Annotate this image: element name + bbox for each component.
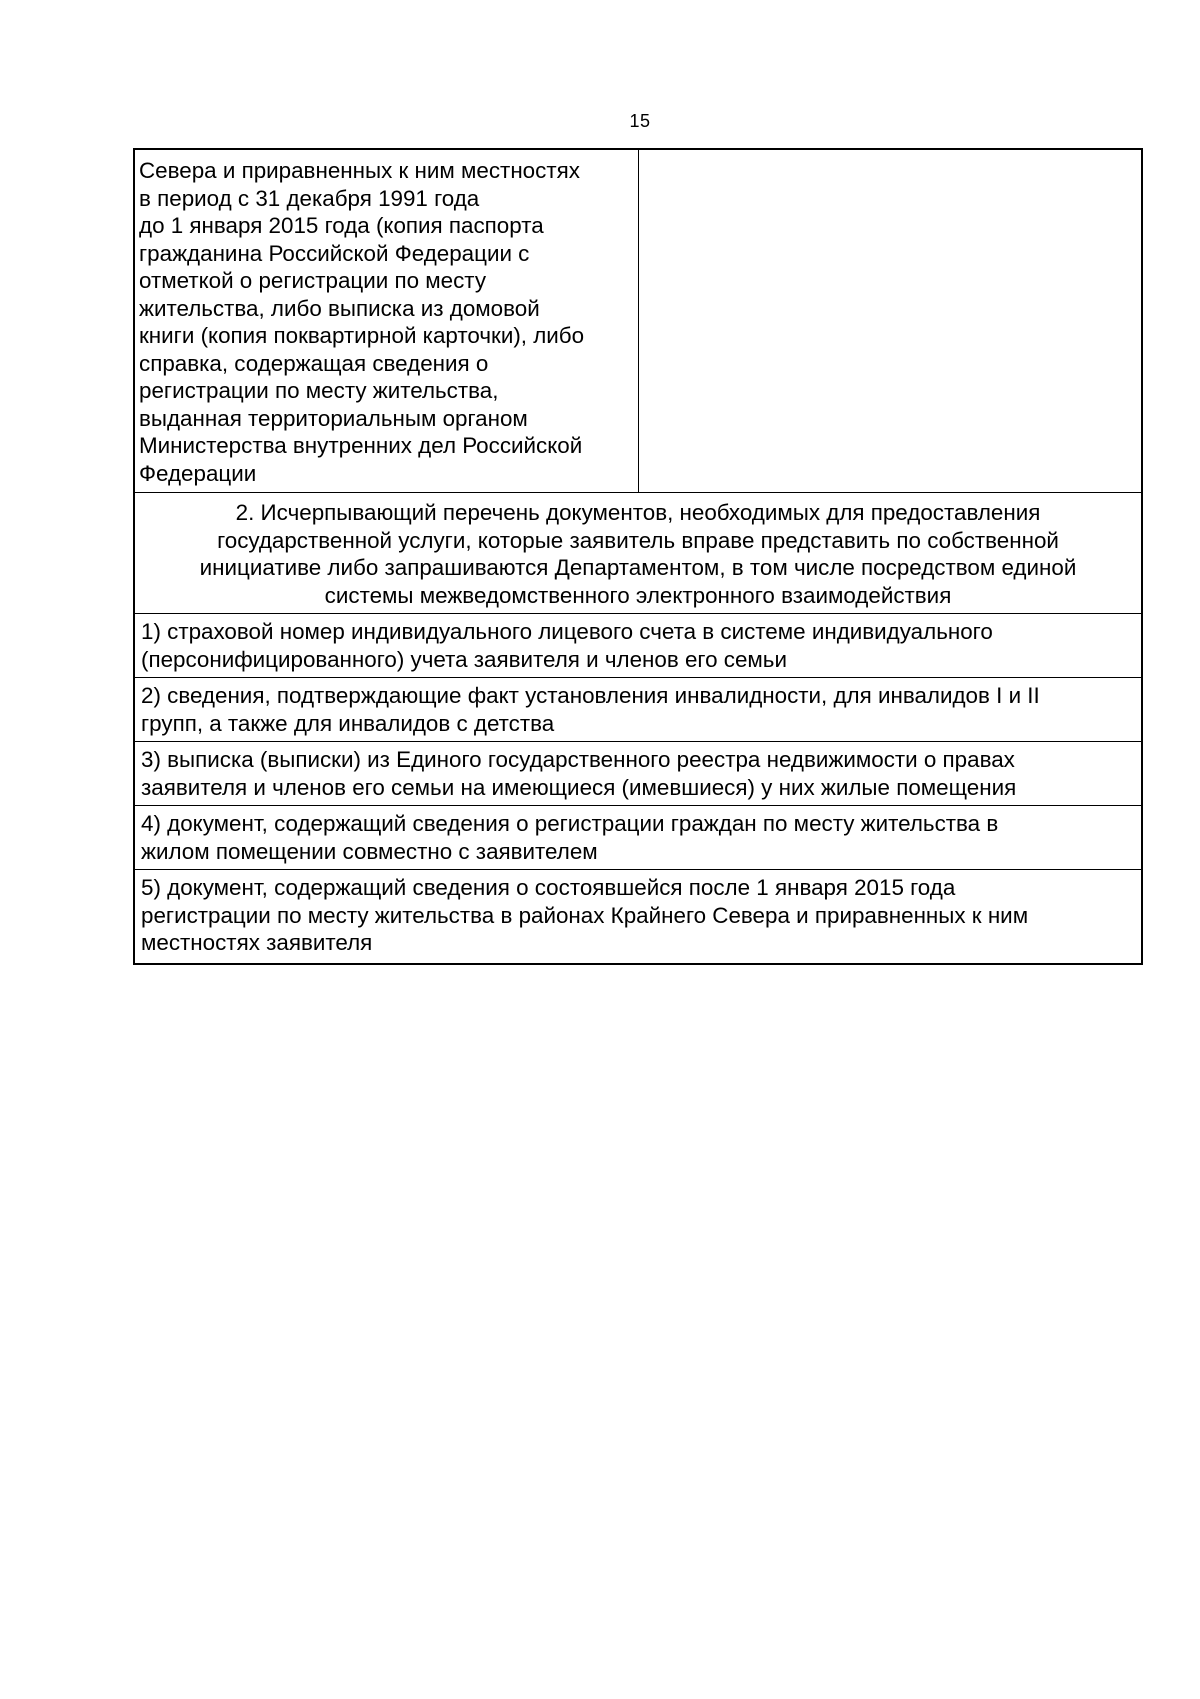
text-line: Министерства внутренних дел Российской [139, 433, 583, 458]
text-line: регистрации по месту жительства, [139, 378, 499, 403]
text-line: гражданина Российской Федерации с [139, 240, 530, 266]
heading-line: инициативе либо запрашиваются Департаментом, в том числе посредством единой [199, 555, 1077, 580]
document-item-row [135, 613, 1141, 677]
item-line: 4) документ, содержащий сведения о регистрации граждан по месту жительства в [141, 811, 999, 836]
continuation-text-cell [135, 150, 639, 492]
item-line: жилом помещении совместно с заявителем [141, 838, 598, 864]
text-line: книги (копия поквартирной карточки), либо [139, 323, 585, 348]
item-line: групп, а также для инвалидов с детства [141, 710, 555, 736]
item-line: заявителя и членов его семьи на имеющиеся (имевшиеся) у них жилые помещения [141, 774, 1017, 800]
item-line: 3) выписка (выписки) из Единого государственного реестра недвижимости о правах [141, 747, 1015, 772]
section-heading-row [135, 492, 1141, 613]
heading-line: системы межведомственного электронного взаимодействия [324, 582, 952, 608]
document-item-row [135, 741, 1141, 805]
text-line: в период с 31 декабря 1991 года [139, 185, 480, 211]
documents-table [133, 148, 1143, 965]
text-line: отметкой о регистрации по месту [139, 268, 487, 293]
empty-right-cell [639, 150, 1141, 492]
item-line: 5) документ, содержащий сведения о состоявшейся после 1 января 2015 года [141, 875, 956, 900]
text-line: до 1 января 2015 года (копия паспорта [139, 213, 544, 238]
document-item-row [135, 805, 1141, 869]
text-line: жительства, либо выписка из домовой [139, 295, 540, 321]
item-line: (персонифицированного) учета заявителя и членов его семьи [141, 646, 787, 672]
text-line: Севера и приравненных к ним местностях [139, 158, 580, 183]
text-line: Федерации [139, 460, 257, 486]
item-line: 1) страховой номер индивидуального лицевого счета в системе индивидуального [141, 619, 993, 644]
heading-line: государственной услуги, которые заявитель вправе представить по собственной [217, 527, 1059, 553]
page-number: 15 [629, 111, 651, 131]
item-line: 2) сведения, подтверждающие факт установления инвалидности, для инвалидов I и II [141, 683, 1040, 708]
heading-line: 2. Исчерпывающий перечень документов, необходимых для предоставления [235, 500, 1041, 525]
document-item-row [135, 677, 1141, 741]
text-line: справка, содержащая сведения о [139, 350, 489, 376]
table-row-continuation [135, 150, 1141, 492]
text-line: выданная территориальным органом [139, 405, 528, 431]
item-line: регистрации по месту жительства в районах Крайнего Севера и приравненных к ним [141, 902, 1029, 928]
item-line: местностях заявителя [141, 930, 373, 955]
document-item-row [135, 869, 1141, 963]
